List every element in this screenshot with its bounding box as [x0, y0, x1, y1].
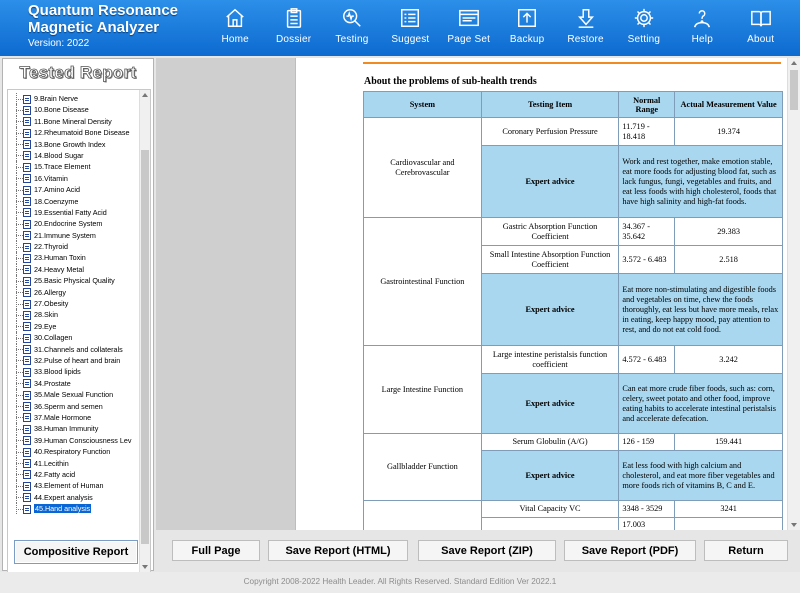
document-icon	[23, 334, 31, 343]
report-tree-item-label: 24.Heavy Metal	[34, 264, 84, 274]
item-cell: Large intestine peristalsis function coefficient	[481, 346, 619, 374]
report-tree-item[interactable]	[14, 309, 140, 320]
document-icon	[23, 220, 31, 229]
report-tree-item[interactable]	[14, 458, 140, 469]
report-scrollbar[interactable]	[787, 58, 800, 530]
report-tree-item[interactable]	[14, 298, 140, 309]
tree-scrollbar[interactable]	[139, 90, 150, 572]
header-system: System	[364, 92, 482, 118]
document-icon	[23, 368, 31, 377]
report-tree-item[interactable]	[14, 492, 140, 503]
report-tree-item[interactable]	[14, 446, 140, 457]
document-icon	[23, 174, 31, 183]
normal-range-cell: 4.572 - 6.483	[619, 346, 675, 374]
report-tree-item[interactable]	[14, 469, 140, 480]
document-icon	[23, 448, 31, 457]
report-tree-item[interactable]	[14, 412, 140, 423]
system-cell	[364, 501, 482, 531]
nav-restore[interactable]: Restore	[556, 0, 614, 56]
advice-label: Expert advice	[481, 274, 619, 346]
report-tree-item[interactable]	[14, 287, 140, 298]
table-header-row	[364, 92, 783, 118]
report-tree-item[interactable]	[14, 184, 140, 195]
report-tree-item[interactable]	[14, 275, 140, 286]
header-normal-range: Normal Range	[619, 92, 675, 118]
report-tree-item-label: 13.Bone Growth Index	[34, 139, 106, 149]
document-icon	[23, 106, 31, 115]
report-tree-item[interactable]	[14, 389, 140, 400]
document-icon	[23, 163, 31, 172]
magnifier-icon	[341, 7, 363, 29]
actual-value-cell: 29.383	[675, 218, 783, 246]
document-icon	[23, 459, 31, 468]
report-tree-item-label: 40.Respiratory Function	[34, 447, 111, 457]
document-icon	[23, 505, 31, 514]
report-tree-item-label: 12.Rheumatoid Bone Disease	[34, 128, 130, 138]
document-icon	[23, 186, 31, 195]
report-tree-item-label: 42.Fatty acid	[34, 469, 76, 479]
item-cell: Coronary Perfusion Pressure	[481, 118, 619, 146]
nav-dossier[interactable]: Dossier	[264, 0, 322, 56]
report-tree-item-label: 15.Trace Element	[34, 162, 91, 172]
document-icon	[23, 470, 31, 479]
gear-icon	[633, 7, 655, 29]
report-tree-item[interactable]	[14, 207, 140, 218]
document-icon	[23, 231, 31, 240]
nav-setting[interactable]: Setting	[615, 0, 673, 56]
document-icon	[23, 117, 31, 126]
report-tree-item-label: 43.Element of Human	[34, 481, 104, 491]
report-tree-item-label: 20.Endocrine System	[34, 219, 103, 229]
document-icon	[23, 482, 31, 491]
sub-health-table	[363, 91, 783, 530]
document-icon	[23, 436, 31, 445]
advice-text: Can eat more crude fiber foods, such as: corn, celery, sweet potato and other food, improve eating habits to accelerate intestinal peristalsis and accelerate defecation.	[619, 374, 783, 434]
report-tree-item[interactable]	[14, 503, 140, 514]
document-icon	[23, 277, 31, 286]
book-icon	[750, 7, 772, 29]
normal-range-cell: 34.367 - 35.642	[619, 218, 675, 246]
report-tree-item[interactable]	[14, 355, 140, 366]
document-icon	[23, 265, 31, 274]
document-icon	[23, 493, 31, 502]
scroll-down-arrow-icon[interactable]	[791, 523, 797, 527]
report-tree-item-label: 39.Human Consciousness Lev	[34, 435, 132, 445]
advice-text: Eat more non-stimulating and digestible foods and vegetables on time, chew the foods thoroughly, eat less but have more meals, relax in eating, keep happy mood, pay attention to rest, and do not eat cold food.	[619, 274, 783, 346]
advice-text: Eat less food with high calcium and cholesterol, and eat more fiber vegetables and more foods rich of vitamins B, C and E.	[619, 451, 783, 501]
actual-value-cell	[675, 518, 783, 531]
report-tree-item[interactable]	[14, 264, 140, 275]
report-tree-item[interactable]	[14, 378, 140, 389]
report-tree-item[interactable]	[14, 252, 140, 263]
upload-icon	[516, 7, 538, 29]
tested-report-panel	[2, 58, 154, 571]
scroll-up-arrow-icon[interactable]	[142, 93, 148, 97]
report-tree-item[interactable]	[14, 241, 140, 252]
report-tree-item[interactable]	[14, 423, 140, 434]
advice-label: Expert advice	[481, 451, 619, 501]
report-tree-item[interactable]	[14, 321, 140, 332]
report-tree-item-label: 45.Hand analysis	[35, 504, 91, 514]
save-html-button[interactable]: Save Report (HTML)	[268, 540, 408, 561]
full-page-button[interactable]: Full Page	[172, 540, 260, 561]
header-actual-value: Actual Measurement Value	[675, 92, 783, 118]
clipboard-icon	[283, 7, 305, 29]
actual-value-cell: 159.441	[675, 434, 783, 451]
document-icon	[23, 391, 31, 400]
report-tree-item[interactable]	[14, 127, 140, 138]
report-tree-item-label: 29.Eye	[34, 321, 57, 331]
system-cell: Gallbladder Function	[364, 434, 482, 501]
document-margin	[156, 58, 296, 530]
report-tree-item[interactable]	[14, 161, 140, 172]
report-tree-item-label: 25.Basic Physical Quality	[34, 276, 115, 286]
report-tree-item-label: 44.Expert analysis	[34, 492, 93, 502]
report-tree-item-label: 10.Bone Disease	[34, 105, 89, 115]
report-tree-item-label: 35.Male Sexual Function	[34, 390, 114, 400]
document-icon	[23, 425, 31, 434]
header-testing-item: Testing Item	[481, 92, 619, 118]
return-button[interactable]: Return	[704, 540, 788, 561]
report-tree-item-label: 17.Amino Acid	[34, 185, 80, 195]
table-row	[364, 118, 783, 146]
app-version: Version: 2022	[28, 38, 90, 49]
report-tree-item-label: 41.Lecithin	[34, 458, 69, 468]
report-tree-item-label: 11.Bone Mineral Density	[34, 116, 112, 126]
document-icon	[23, 311, 31, 320]
report-tree-list	[14, 93, 140, 514]
document-icon	[23, 379, 31, 388]
document-icon	[23, 140, 31, 149]
nav-about[interactable]: About	[732, 0, 790, 56]
item-cell	[481, 518, 619, 531]
document-icon	[23, 345, 31, 354]
item-cell: Small Intestine Absorption Function Coefficient	[481, 246, 619, 274]
main-nav	[206, 0, 790, 56]
tree-scroll-thumb[interactable]	[141, 150, 149, 544]
report-tree-item[interactable]	[14, 150, 140, 161]
table-row	[364, 501, 783, 518]
page-icon	[458, 7, 480, 29]
report-tree-item[interactable]	[14, 366, 140, 377]
report-tree-item[interactable]	[14, 139, 140, 150]
item-cell: Serum Globulin (A/G)	[481, 434, 619, 451]
document-icon	[23, 151, 31, 160]
nav-home[interactable]: Home	[206, 0, 264, 56]
save-zip-button[interactable]: Save Report (ZIP)	[418, 540, 556, 561]
report-tree-item-label: 30.Collagen	[34, 333, 73, 343]
advice-text: Work and rest together, make emotion stable, eat more foods for adjusting blood fat, such as lack fungus, fungi, vegetables and fruits, and eat less foods with high cholesterol, foods that have high salinity and high-fat foods.	[619, 146, 783, 218]
save-pdf-button[interactable]: Save Report (PDF)	[564, 540, 696, 561]
normal-range-cell: 17.003	[619, 518, 675, 531]
document-icon	[23, 402, 31, 411]
document-icon	[23, 322, 31, 331]
section-divider	[363, 62, 781, 64]
report-tree-item-label: 28.Skin	[34, 310, 58, 320]
list-icon	[399, 7, 421, 29]
document-icon	[23, 129, 31, 138]
normal-range-cell: 3348 - 3529	[619, 501, 675, 518]
report-tree-item-label: 31.Channels and collaterals	[34, 344, 123, 354]
actual-value-cell: 19.374	[675, 118, 783, 146]
copyright-footer: Copyright 2008-2022 Health Leader. All Rights Reserved. Standard Edition Ver 2022.1	[0, 572, 800, 593]
scroll-up-arrow-icon[interactable]	[791, 61, 797, 65]
advice-label: Expert advice	[481, 374, 619, 434]
report-tree-item[interactable]	[14, 196, 140, 207]
app-title-line2: Magnetic Analyzer	[28, 19, 160, 36]
document-icon	[23, 300, 31, 309]
document-icon	[23, 243, 31, 252]
report-tree-item-label: 37.Male Hormone	[34, 412, 92, 422]
report-page	[297, 58, 800, 530]
document-icon	[23, 254, 31, 263]
report-tree-item-label: 21.Immune System	[34, 230, 96, 240]
document-icon	[23, 356, 31, 365]
report-tree-item-label: 23.Human Toxin	[34, 253, 86, 263]
report-tree-item[interactable]	[14, 332, 140, 343]
report-tree-item[interactable]	[14, 116, 140, 127]
report-viewer	[156, 58, 800, 530]
report-tree-item[interactable]	[14, 480, 140, 491]
nav-page-set[interactable]: Page Set	[440, 0, 498, 56]
normal-range-cell: 126 - 159	[619, 434, 675, 451]
compositive-report-button[interactable]: Compositive Report	[14, 540, 138, 564]
report-tree-item[interactable]	[14, 344, 140, 355]
report-tree-item[interactable]	[14, 230, 140, 241]
section-title: About the problems of sub-health trends	[364, 76, 537, 87]
report-scroll-thumb[interactable]	[790, 70, 798, 110]
report-tree-item-label: 22.Thyroid	[34, 242, 68, 252]
report-actions	[156, 532, 800, 568]
report-tree-item[interactable]	[14, 104, 140, 115]
system-cell: Large Intestine Function	[364, 346, 482, 434]
item-cell: Gastric Absorption Function Coefficient	[481, 218, 619, 246]
report-tree-item-label: 34.Prostate	[34, 378, 71, 388]
table-row	[364, 434, 783, 451]
document-icon	[23, 413, 31, 422]
report-tree-item-label: 9.Brain Nerve	[34, 94, 78, 103]
actual-value-cell: 3.242	[675, 346, 783, 374]
report-tree-item-label: 16.Vitamin	[34, 173, 68, 183]
report-tree-item-label: 19.Essential Fatty Acid	[34, 207, 107, 217]
nav-help[interactable]: Help	[673, 0, 731, 56]
report-tree-item[interactable]	[14, 173, 140, 184]
document-icon	[23, 197, 31, 206]
document-icon	[23, 95, 31, 104]
report-tree-item-label: 32.Pulse of heart and brain	[34, 355, 121, 365]
normal-range-cell: 11.719 - 18.418	[619, 118, 675, 146]
item-cell: Vital Capacity VC	[481, 501, 619, 518]
actual-value-cell: 3241	[675, 501, 783, 518]
actual-value-cell: 2.518	[675, 246, 783, 274]
report-tree-item[interactable]	[14, 401, 140, 412]
nav-backup[interactable]: Backup	[498, 0, 556, 56]
nav-testing[interactable]: Testing	[323, 0, 381, 56]
advice-label: Expert advice	[481, 146, 619, 218]
report-tree-item[interactable]	[14, 218, 140, 229]
nav-suggest[interactable]: Suggest	[381, 0, 439, 56]
table-row	[364, 218, 783, 246]
report-tree-item[interactable]	[14, 435, 140, 446]
report-tree-item-label: 38.Human Immunity	[34, 424, 99, 434]
system-cell: Gastrointestinal Function	[364, 218, 482, 346]
app-title-line1: Quantum Resonance	[28, 2, 179, 19]
help-icon	[691, 7, 713, 29]
download-icon	[575, 7, 597, 29]
report-tree-item-label: 36.Sperm and semen	[34, 401, 103, 411]
report-tree-item-label: 18.Coenzyme	[34, 196, 79, 206]
system-cell: Cardiovascular and Cerebrovascular	[364, 118, 482, 218]
report-tree-item-label: 14.Blood Sugar	[34, 150, 84, 160]
scroll-down-arrow-icon[interactable]	[142, 565, 148, 569]
report-tree	[7, 89, 151, 573]
app-header	[0, 0, 800, 56]
document-icon	[23, 208, 31, 217]
document-icon	[23, 288, 31, 297]
report-tree-item-label: 27.Obesity	[34, 299, 69, 309]
home-icon	[224, 7, 246, 29]
table-row	[364, 346, 783, 374]
report-tree-item-label: 33.Blood lipids	[34, 367, 81, 377]
panel-title: Tested Report	[19, 63, 137, 82]
app-title	[28, 2, 178, 36]
report-tree-item[interactable]	[14, 93, 140, 104]
report-tree-item-label: 26.Allergy	[34, 287, 66, 297]
normal-range-cell: 3.572 - 6.483	[619, 246, 675, 274]
